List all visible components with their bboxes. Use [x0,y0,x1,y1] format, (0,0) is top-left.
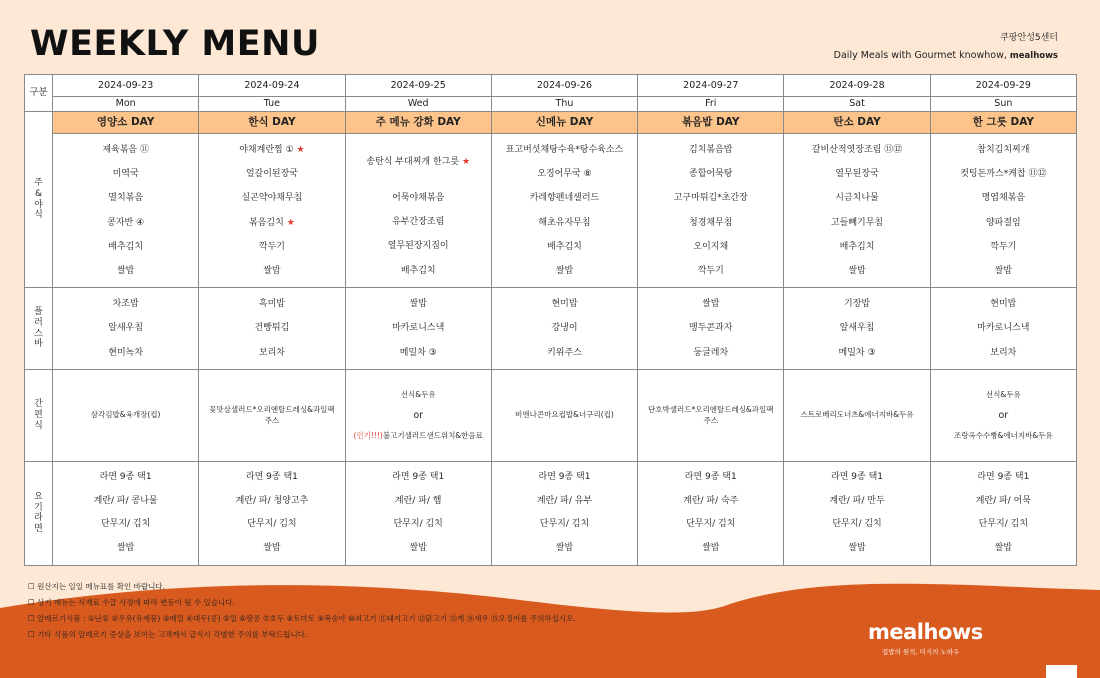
menu-item: 쌀밥 [409,543,427,554]
menu-item [784,211,929,235]
menu-item-text: 쌀밥 [555,265,574,276]
menu-item [931,186,1076,210]
menu-item-text: 표고버섯채탕수육*탕수육소스 [505,145,624,155]
snack-cell [930,370,1076,462]
category-label-snack: 간 편 식 [25,370,53,462]
ramen-row [25,462,1077,566]
menu-item: 마카로니스낵 [392,323,445,334]
snack-cell [199,370,345,462]
menu-item-text: 카레향펜네샐러드 [529,193,600,204]
main-dish-cell [53,134,199,288]
menu-item [931,138,1076,162]
date-cell: 2024-09-27 [638,75,784,97]
tagline-text: Daily Meals with Gourmet knowhow, [833,50,1007,61]
main-dish-row [25,134,1077,288]
category-label-ramen: 요 기 라 면 [25,462,53,566]
snack-option: 선식&두유 [400,389,436,399]
snack-row [25,370,1077,462]
menu-item [53,259,198,283]
menu-item: 마카로니스낵 [977,323,1030,334]
menu-item-text: 열무된장국 [835,169,879,180]
menu-item-text: 유부간장조림 [392,217,445,228]
star-icon: ★ [296,145,305,155]
menu-item-text: 송탄식 부대찌개 한그릇 [366,157,460,167]
date-cell: 2024-09-29 [930,75,1076,97]
star-icon: ★ [461,157,471,167]
snack-item: 비엔나콘마요컵밥&너구리(컵) [515,410,614,420]
mealhows-logo [868,620,983,644]
menu-item-text: 볶음김치 [249,217,284,228]
menu-item-text: 깍두기 [697,265,724,276]
menu-item [492,259,637,283]
menu-item [784,259,929,283]
menu-item-text: 어묵야채볶음 [392,193,445,203]
snack-cell [345,370,491,462]
menu-item: 보리차 [258,347,285,358]
menu-item-text: 참치김치찌개 [977,145,1030,155]
menu-item-text: 얼갈이된장국 [245,169,298,180]
snack-option-text: 불고기샐러드샌드위치&한음료 [382,431,483,441]
menu-item [199,235,344,259]
logo-subtitle: 집밥의 원칙, 미식의 노하우 [882,648,960,656]
menu-item: 계란/ 파/ 청양고추 [235,495,309,506]
menu-item-text: 미역국 [112,169,139,180]
menu-item-text: 오징어무국 ⑧ [537,169,592,180]
ramen-cell [638,462,784,566]
menu-item-text: 배추김치 [400,265,436,276]
weekday-cell: Tue [199,97,345,112]
menu-item-text: 배추김치 [108,241,144,252]
date-cell: 2024-09-24 [199,75,345,97]
menu-item [53,211,198,235]
popular-tag: (인기!!!) [353,431,383,441]
menu-item: 계란/ 파/ 만두 [829,495,885,506]
menu-item: 라면 9종 택1 [831,472,884,483]
menu-item [346,259,491,283]
note-line: ☐ 원산지는 일일 메뉴표를 확인 바랍니다. [28,582,165,591]
menu-item [638,162,783,186]
logo-meal: meal [868,620,924,644]
menu-item-text: 제육볶음 ⑪ [102,145,149,155]
menu-item: 강냉이 [551,323,578,334]
menu-item-text: 쌀밥 [994,265,1013,276]
menu-item-text: 고구마튀김*초간장 [673,193,748,204]
menu-item [492,138,637,162]
snack-or-text: or [998,409,1009,421]
ramen-cell [784,462,930,566]
menu-item [346,234,491,258]
tagline-brand: mealhows [1009,51,1058,61]
menu-item-text: 컷팅돈까스*케찹 ⑪⑫ [960,169,1047,180]
snack-or-text: or [413,409,424,421]
menu-item: 쌀밥 [994,543,1013,554]
menu-item: 쌀밥 [409,299,427,310]
menu-item [199,138,344,162]
weekday-row [25,97,1077,112]
menu-item [53,235,198,259]
menu-item: 단무지/ 김치 [100,519,151,530]
menu-item: 계란/ 파/ 숙주 [683,495,739,506]
theme-row [25,112,1077,134]
weekday-cell: Sat [784,97,930,112]
menu-item: 계란/ 파/ 유부 [536,495,593,506]
snack-option [931,431,1076,441]
menu-item: 둥글레차 [693,347,729,358]
menu-item [784,235,929,259]
ramen-cell [930,462,1076,566]
menu-item-text: 콩자반 ④ [107,217,145,228]
weekday-cell: Mon [53,97,199,112]
menu-item [931,235,1076,259]
menu-item-text: 청경채무침 [689,217,733,228]
date-cell: 2024-09-28 [784,75,930,97]
menu-item [784,186,929,210]
plus-bar-cell [930,288,1076,370]
ramen-cell [53,462,199,566]
main-dish-cell [784,134,930,288]
menu-item-text: 명엽채볶음 [981,193,1026,204]
category-label-main: 주 & 야 식 [25,112,53,288]
menu-item-text: 깍두기 [990,241,1017,252]
menu-item-text: 실곤약야채무침 [241,193,303,204]
menu-item: 단무지/ 김치 [978,519,1029,530]
menu-item [492,186,637,210]
main-dish-cell [491,134,637,288]
menu-item [53,186,198,210]
menu-item [53,138,198,162]
snack-cell [784,370,930,462]
snack-cell [638,370,784,462]
snack-cell [491,370,637,462]
menu-item: 현미밥 [551,299,578,310]
menu-item-text: 종합어묵탕 [689,169,733,180]
menu-item [638,211,783,235]
theme-cell: 주 메뉴 강화 DAY [345,112,491,134]
menu-item [53,162,198,186]
note-line: ☐ 상기 메뉴는 식재료 수급 사정에 따라 변동이 될 수 있습니다. [28,598,235,607]
menu-item [931,162,1076,186]
menu-item: 단무지/ 김치 [832,519,882,530]
ramen-cell [491,462,637,566]
menu-item [346,186,491,210]
menu-item: 보리차 [990,347,1017,358]
weekday-cell: Fri [638,97,784,112]
theme-cell: 볶음밥 DAY [638,112,784,134]
menu-item [931,211,1076,235]
menu-item: 현미밥 [990,299,1017,310]
snack-item: 꽃맛살샐러드*오리엔탈드레싱&과일팩주스 [209,405,335,425]
menu-item: 단무지/ 김치 [686,519,736,530]
weekday-cell: Sun [930,97,1076,112]
logo-hows: hows [923,620,983,644]
star-icon: ★ [286,217,295,228]
corner-box [1046,665,1077,678]
date-cell: 2024-09-25 [345,75,491,97]
menu-item [199,211,344,235]
menu-item: 단무지/ 김치 [539,519,590,530]
note-line: ☐ 알레르기식품 : ①난류 ②우유(유제품) ③메밀 ④대두(콩) ⑤밀 ⑥땅콩 ⑦호두 ⑧토마토 ⑨복숭아 ⑩쇠고기 ⑪돼지고기 ⑫닭고기 ⑬게 ⑭새우 ⑮오징어를 주의하십시오. [28,614,576,623]
menu-item: 라면 9종 택1 [392,472,445,483]
ramen-cell [199,462,345,566]
category-label-plus-bar: 플 러 스 바 [25,288,53,370]
menu-item-text: 갈비산적엿장조림 ⑪⑫ [811,145,903,155]
theme-cell: 영양소 DAY [53,112,199,134]
theme-cell: 탄소 DAY [784,112,930,134]
menu-item: 맹두콘과자 [689,323,733,334]
plus-bar-cell [53,288,199,370]
notes [28,579,576,643]
menu-item: 기장밥 [844,299,871,310]
menu-item: 키위주스 [547,347,582,358]
menu-item-text: 고들빼기무침 [830,217,884,228]
menu-item [638,235,783,259]
menu-item: 쌀밥 [263,543,281,554]
menu-item [784,162,929,186]
menu-item-text: 쌀밥 [848,265,866,276]
menu-item-text: 열무된장지짐이 [387,241,449,252]
center-name: 쿠팡안성5센터 [1000,33,1058,43]
weekday-cell: Wed [345,97,491,112]
plus-bar-cell [345,288,491,370]
main-dish-cell [345,134,491,288]
menu-item: 라면 9종 택1 [977,472,1030,483]
menu-item: 쌀밥 [702,543,720,554]
page-title: WEEKLY MENU [30,24,320,64]
menu-item [492,235,637,259]
menu-item: 단무지/ 김치 [393,519,443,530]
menu-item [638,259,783,283]
menu-item-text: 깍두기 [258,241,285,252]
menu-item [931,259,1076,283]
menu-item-text: 쌀밥 [116,265,135,276]
weekday-cell: Thu [491,97,637,112]
date-cell: 2024-09-23 [53,75,199,97]
menu-item [784,138,929,162]
main-dish-cell [199,134,345,288]
menu-item: 메밀차 ③ [399,347,437,358]
menu-item: 라면 9종 택1 [538,472,591,483]
menu-item: 건빵튀김 [254,323,290,334]
ramen-cell [345,462,491,566]
snack-option-text: 조랑옥수수빵&에너지바&두유 [954,431,1053,441]
menu-item: 라면 9종 택1 [245,472,298,483]
menu-item-text: 양파절임 [985,217,1021,228]
snack-item: 삼각김밥&육개장(컵) [90,410,161,420]
menu-item: 단무지/ 김치 [247,519,297,530]
plus-bar-cell [491,288,637,370]
snack-option: 선식&두유 [985,389,1021,399]
plus-bar-cell [199,288,345,370]
snack-item: 단호박샐러드*오리엔탈드레싱&과일팩주스 [648,405,774,425]
snack-cell [53,370,199,462]
menu-item: 현미녹차 [108,347,144,358]
menu-item: 쌀밥 [555,543,574,554]
menu-item: 쌀밥 [116,543,135,554]
plus-bar-row [25,288,1077,370]
menu-item [638,138,783,162]
menu-item-text: 시금치나물 [835,193,879,204]
menu-item [638,186,783,210]
menu-item-text: 쌀밥 [263,265,281,276]
plus-bar-cell [638,288,784,370]
theme-cell: 한식 DAY [199,112,345,134]
menu-item [199,162,344,186]
menu-item [492,211,637,235]
theme-cell: 신메뉴 DAY [491,112,637,134]
menu-item-text: 배추김치 [547,241,582,252]
menu-item-text: 오이지채 [693,241,729,252]
menu-table [24,74,1077,566]
menu-item-text: 야채계란찜 ① [239,145,294,155]
menu-item-text: 배추김치 [839,241,875,252]
menu-item: 메밀차 ③ [838,347,876,358]
date-cell: 2024-09-26 [491,75,637,97]
menu-item-text: 해초유자무침 [538,217,591,228]
snack-item: 스트로베리도너츠&에너지바&두유 [800,410,914,420]
menu-item: 흑미밥 [258,299,285,310]
menu-item: 라면 9종 택1 [684,472,737,483]
menu-item-text: 멸치볶음 [108,193,144,204]
menu-item: 쌀밥 [848,543,866,554]
menu-item [346,210,491,234]
date-row [25,75,1077,97]
main-dish-cell [930,134,1076,288]
tagline [834,50,1058,61]
menu-item [199,186,344,210]
menu-item: 라면 9종 택1 [99,472,152,483]
menu-item: 계란/ 파/ 햄 [394,495,442,506]
snack-option [346,431,491,441]
menu-item: 쌀밥 [702,299,720,310]
main-dish-cell [638,134,784,288]
theme-cell: 한 그릇 DAY [930,112,1076,134]
menu-item [199,259,344,283]
menu-item: 알새우칩 [839,323,875,334]
note-line: ☐ 기타 식품의 알레르기 증상을 보이는 고객께서 급식시 각별한 주의를 부탁드립니다. [28,630,308,639]
menu-item [492,162,637,186]
menu-item [346,138,491,186]
menu-item: 차조밥 [112,299,139,310]
menu-item: 계란/ 파/ 어묵 [975,495,1031,506]
menu-item-text: 김치볶음밥 [689,145,733,155]
plus-bar-cell [784,288,930,370]
category-label-gubun: 구분 [25,75,53,112]
menu-item: 계란/ 파/ 콩나물 [93,495,158,506]
menu-item: 알새우칩 [108,323,144,334]
